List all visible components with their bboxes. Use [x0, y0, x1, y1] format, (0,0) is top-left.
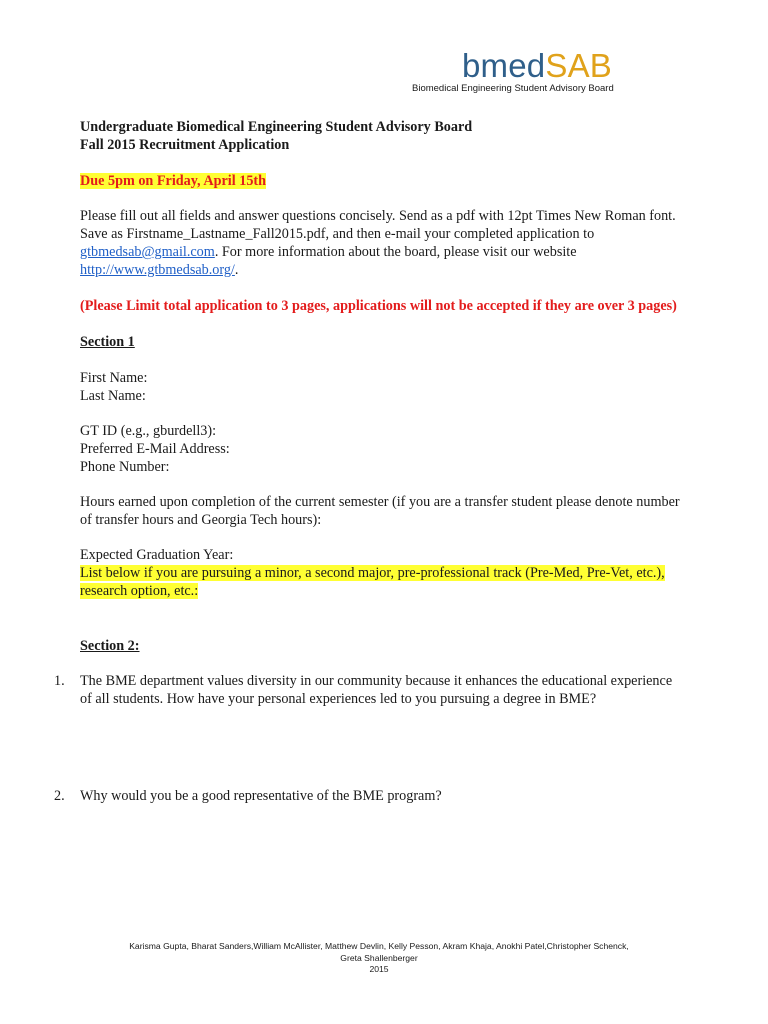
question-number: 1.	[54, 673, 65, 689]
minor-major-prompt: List below if you are pursuing a minor, a second major, pre-professional track (Pre-Med, Pre-Vet, etc.), research option, etc.:	[80, 565, 665, 599]
footer-names-line1: Karisma Gupta, Bharat Sanders,William McAllister, Matthew Devlin, Kelly Pesson, Akram Khaja, Anokhi Patel,Christopher Schenck,	[129, 941, 629, 951]
gt-id-label: GT ID (e.g., gburdell3):	[80, 423, 217, 439]
phone-number-label: Phone Number:	[80, 459, 170, 475]
email-link[interactable]: gtbmedsab@gmail.com	[80, 244, 215, 260]
footer-year: 2015	[369, 964, 389, 974]
due-date-notice: Due 5pm on Friday, April 15th	[80, 173, 267, 189]
logo-tagline: Biomedical Engineering Student Advisory Board	[412, 83, 614, 94]
email-address-label: Preferred E-Mail Address:	[80, 441, 230, 457]
hours-earned-label: Hours earned upon completion of the current semester (if you are a transfer student please denote number of transfer hours and Georgia Tech hours):	[80, 494, 680, 528]
document-title-line2: Fall 2015 Recruitment Application	[80, 137, 290, 153]
logo-word-sab: SAB	[545, 47, 612, 84]
instructions-paragraph	[80, 207, 680, 279]
page-limit-notice: (Please Limit total application to 3 pages, applications will not be accepted if they are over 3 pages)	[80, 298, 677, 314]
last-name-label: Last Name:	[80, 388, 146, 404]
document-body	[54, 118, 680, 805]
instructions-text-3: .	[234, 262, 239, 278]
logo-word-bmed: bmed	[462, 47, 546, 84]
website-link[interactable]: http://www.gtbmedsab.org/	[80, 262, 235, 278]
question-text: The BME department values diversity in our community because it enhances the educational experience of all students. How have your personal experiences led to you pursuing a degree in BME?	[80, 673, 673, 707]
section1-heading: Section 1	[80, 334, 135, 350]
logo-wordmark	[462, 48, 632, 84]
bmedsab-logo	[412, 48, 632, 94]
question-item	[54, 787, 680, 805]
footer-names-line2: Greta Shallenberger	[340, 952, 418, 963]
first-name-label: First Name:	[80, 370, 148, 386]
question-text: Why would you be a good representative of the BME program?	[80, 788, 442, 804]
section2-heading: Section 2:	[80, 638, 140, 654]
instructions-text-2: . For more information about the board, please visit our website	[214, 244, 577, 260]
document-title-line1: Undergraduate Biomedical Engineering Student Advisory Board	[80, 119, 473, 135]
question-item	[54, 672, 680, 708]
instructions-text-1: Please fill out all fields and answer questions concisely. Send as a pdf with 12pt Times New Roman font. Save as Firstname_Lastname_Fall2015.pdf, and then e-mail your completed application to	[80, 208, 676, 242]
page-footer	[70, 941, 688, 976]
question-number: 2.	[54, 788, 65, 804]
graduation-year-label: Expected Graduation Year:	[80, 547, 234, 563]
